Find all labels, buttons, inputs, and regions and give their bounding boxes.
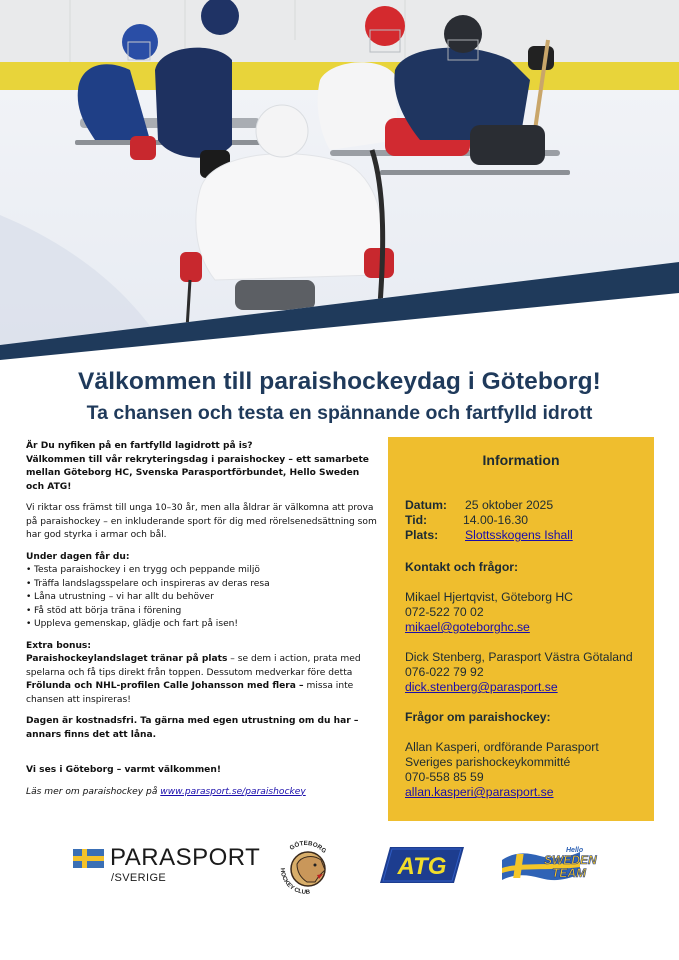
atg-logo	[380, 847, 464, 883]
see-you-text: Vi ses i Göteborg – varmt välkommen!	[26, 765, 221, 775]
parasport-sub: /SVERIGE	[111, 872, 167, 884]
page-title: Välkommen till paraishockeydag i Göteborg!	[78, 368, 601, 395]
bonus-bold-2: Frölunda och NHL-profilen Calle Johansson med flera –	[26, 681, 304, 691]
bonus-heading: Extra bonus:	[26, 640, 91, 651]
sponsor-logos	[0, 836, 679, 896]
contact-phone: 076-022 79 92	[405, 665, 484, 679]
hello-text: Hello	[566, 847, 584, 854]
contact-phone: 072-522 70 02	[405, 605, 484, 619]
atg-text: ATG	[397, 853, 447, 880]
read-more	[26, 786, 378, 800]
bonus-text-1: – se dem i action, prata med spelarna och få tips direkt från toppen. Dessutom medverkar före detta	[26, 654, 361, 678]
place-link[interactable]: Slottsskogens Ishall	[465, 528, 573, 542]
swedish-flag-icon	[73, 849, 104, 868]
page-subtitle: Ta chansen och testa en spännande och fartfylld idrott	[86, 402, 593, 424]
parasport-name: PARASPORT	[110, 844, 261, 871]
list-item: • Få stöd att börja träna i förening	[26, 605, 378, 619]
contact-role: Sveriges parishockeykommitté	[405, 755, 571, 769]
team-text: TEAM	[552, 866, 586, 880]
bonus-text-2: missa inte chansen att inspireras!	[26, 681, 354, 705]
hero-illustration	[0, 0, 679, 362]
ghc-bottom-text: HOCKEY CLUB	[278, 867, 311, 896]
intro-target: Vi riktar oss främst till unga 10–30 år, men alla åldrar är välkomna att prova på paraishockey – en inkluderande sport för dig med rörelsenedsättning som har god styrka i armar och bål.	[26, 503, 377, 540]
contact-card	[405, 650, 654, 695]
contact-name: Dick Stenberg, Parasport Västra Götaland	[405, 650, 633, 664]
bonus-bold-1: Paraishockeylandslaget tränar på plats	[26, 654, 228, 664]
goteborg-hockey-club-logo	[275, 838, 337, 896]
list-item: • Uppleva gemenskap, glädje och fart på isen!	[26, 618, 378, 632]
rink-boards	[0, 0, 679, 62]
header	[0, 366, 679, 426]
read-more-text: Läs mer om paraishockey på	[26, 786, 161, 797]
bonus-text	[26, 653, 378, 707]
list-item: • Träffa landslagsspelare och inspireras av deras resa	[26, 578, 378, 592]
body-text	[26, 440, 378, 799]
contact-card	[405, 590, 654, 635]
hero-photo	[0, 0, 679, 362]
information-box	[388, 437, 654, 821]
event-details	[405, 498, 654, 543]
intro-question: Är Du nyfiken på en fartfylld lagidrott på is?	[26, 441, 253, 451]
date-label: Datum:	[405, 498, 447, 512]
time-value: 14.00-16.30	[463, 513, 529, 527]
during-day-list	[26, 564, 378, 632]
list-item: • Låna utrustning – vi har allt du behöver	[26, 591, 378, 605]
contact-heading: Kontakt och frågor:	[405, 560, 519, 574]
free-note: Dagen är kostnadsfri. Ta gärna med egen utrustning om du har – annars finns det att låna.	[26, 716, 359, 740]
hello-sweden-team-logo	[500, 844, 602, 882]
contact-phone: 070-558 85 59	[405, 770, 484, 784]
date-value: 25 oktober 2025	[465, 498, 554, 512]
contact-name: Mikael Hjertqvist, Göteborg HC	[405, 590, 573, 604]
puma-emblem-icon	[275, 838, 337, 896]
intro-welcome: Välkommen till vår rekryteringsdag i paraishockey – ett samarbete mellan Göteborg HC, Svenska Parasportförbundet, Hello Sweden och ATG!	[26, 454, 369, 492]
info-title: Information	[482, 452, 560, 468]
contact-email-link[interactable]: dick.stenberg@parasport.se	[405, 680, 558, 694]
parasport-link[interactable]: www.parasport.se/paraishockey	[160, 786, 306, 797]
place-label: Plats:	[405, 528, 439, 542]
during-day-heading: Under dagen får du:	[26, 551, 130, 562]
contact-email-link[interactable]: allan.kasperi@parasport.se	[405, 785, 554, 799]
questions-heading: Frågor om paraishockey:	[405, 710, 551, 724]
contact-card	[405, 740, 654, 800]
sweden-text: SWEDEN	[544, 853, 597, 867]
parasport-logo	[73, 844, 261, 889]
contact-email-link[interactable]: mikael@goteborghc.se	[405, 620, 530, 634]
contact-name: Allan Kasperi, ordförande Parasport	[405, 740, 599, 754]
ghc-top-text: GÖTEBORG	[288, 839, 328, 855]
list-item: • Testa paraishockey i en trygg och peppande miljö	[26, 564, 378, 578]
time-label: Tid:	[405, 513, 428, 527]
